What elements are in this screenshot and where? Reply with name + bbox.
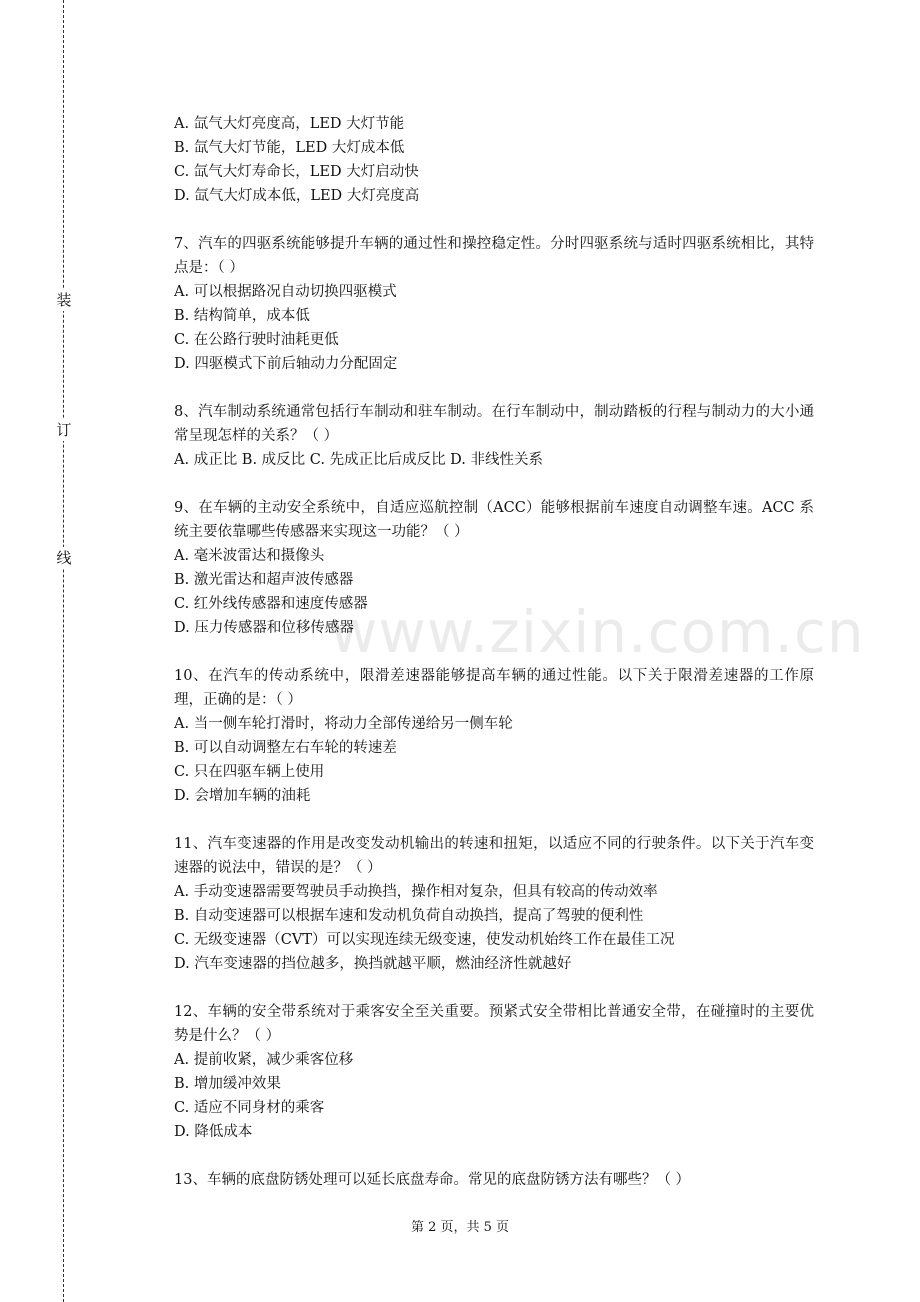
option-c: C. 氙气大灯寿命长，LED 大灯启动快 [174,164,419,180]
question-stem: 10、在汽车的传动系统中，限滑差速器能够提高车辆的通过性能。以下关于限滑差速器的工作原理，正确的是：（ ） [174,668,814,708]
question-stem: 12、车辆的安全带系统对于乘客安全至关重要。预紧式安全带相比普通安全带，在碰撞时的主要优势是什么？（ ） [174,1004,814,1044]
option-d: D. 汽车变速器的挡位越多，换挡就越平顺，燃油经济性就越好 [174,956,572,972]
option-c: C. 在公路行驶时油耗更低 [174,332,339,348]
page-footer: 第 2 页，共 5 页 [410,1220,510,1235]
option-line: A. 成正比 B. 成反比 C. 先成正比后成反比 D. 非线性关系 [174,452,544,468]
question-list [174,112,814,1192]
question-10 [174,664,814,808]
question-stem: 11、汽车变速器的作用是改变发动机输出的转速和扭矩，以适应不同的行驶条件。以下关于汽车变速器的说法中，错误的是？（ ） [174,836,814,876]
option-a: A. 当一侧车轮打滑时，将动力全部传递给另一侧车轮 [174,716,513,732]
question-12 [174,1000,814,1144]
option-b: B. 增加缓冲效果 [174,1076,281,1092]
option-c: C. 红外线传感器和速度传感器 [174,596,368,612]
option-b: B. 自动变速器可以根据车速和发动机负荷自动换挡，提高了驾驶的便利性 [174,908,644,924]
binding-char-ding: 订 [54,419,74,441]
partial-question [174,112,814,208]
question-7 [174,232,814,376]
option-b: B. 结构简单，成本低 [174,308,310,324]
option-b: B. 激光雷达和超声波传感器 [174,572,354,588]
binding-char-xian: 线 [54,547,74,569]
option-a: A. 可以根据路况自动切换四驱模式 [174,284,397,300]
question-9 [174,496,814,640]
option-a: A. 氙气大灯亮度高，LED 大灯节能 [174,116,405,132]
option-b: B. 可以自动调整左右车轮的转速差 [174,740,397,756]
binding-dashed-line [63,0,64,1302]
question-stem: 13、车辆的底盘防锈处理可以延长底盘寿命。常见的底盘防锈方法有哪些？（ ） [174,1172,691,1188]
option-c: C. 无级变速器（CVT）可以实现连续无级变速，使发动机始终工作在最佳工况 [174,932,675,948]
option-d: D. 四驱模式下前后轴动力分配固定 [174,356,398,372]
option-a: A. 毫米波雷达和摄像头 [174,548,325,564]
option-c: C. 只在四驱车辆上使用 [174,764,325,780]
option-c: C. 适应不同身材的乘客 [174,1100,325,1116]
option-d: D. 会增加车辆的油耗 [174,788,311,804]
question-stem: 7、汽车的四驱系统能够提升车辆的通过性和操控稳定性。分时四驱系统与适时四驱系统相比，其特点是：（ ） [174,236,814,276]
option-b: B. 氙气大灯节能，LED 大灯成本低 [174,140,405,156]
question-stem: 9、在车辆的主动安全系统中，自适应巡航控制（ACC）能够根据前车速度自动调整车速。ACC 系统主要依靠哪些传感器来实现这一功能？（ ） [174,500,814,540]
question-8 [174,400,814,472]
watermark: www.zixin.com.cn [330,598,865,666]
option-d: D. 降低成本 [174,1124,253,1140]
binding-char-zhuang: 装 [54,289,74,311]
question-11 [174,832,814,976]
option-d: D. 压力传感器和位移传感器 [174,620,354,636]
option-a: A. 提前收紧，减少乘客位移 [174,1052,354,1068]
question-13 [174,1168,814,1192]
option-d: D. 氙气大灯成本低，LED 大灯亮度高 [174,188,420,204]
option-a: A. 手动变速器需要驾驶员手动换挡，操作相对复杂，但具有较高的传动效率 [174,884,658,900]
question-stem: 8、汽车制动系统通常包括行车制动和驻车制动。在行车制动中，制动踏板的行程与制动力的大小通常呈现怎样的关系？（ ） [174,404,814,444]
